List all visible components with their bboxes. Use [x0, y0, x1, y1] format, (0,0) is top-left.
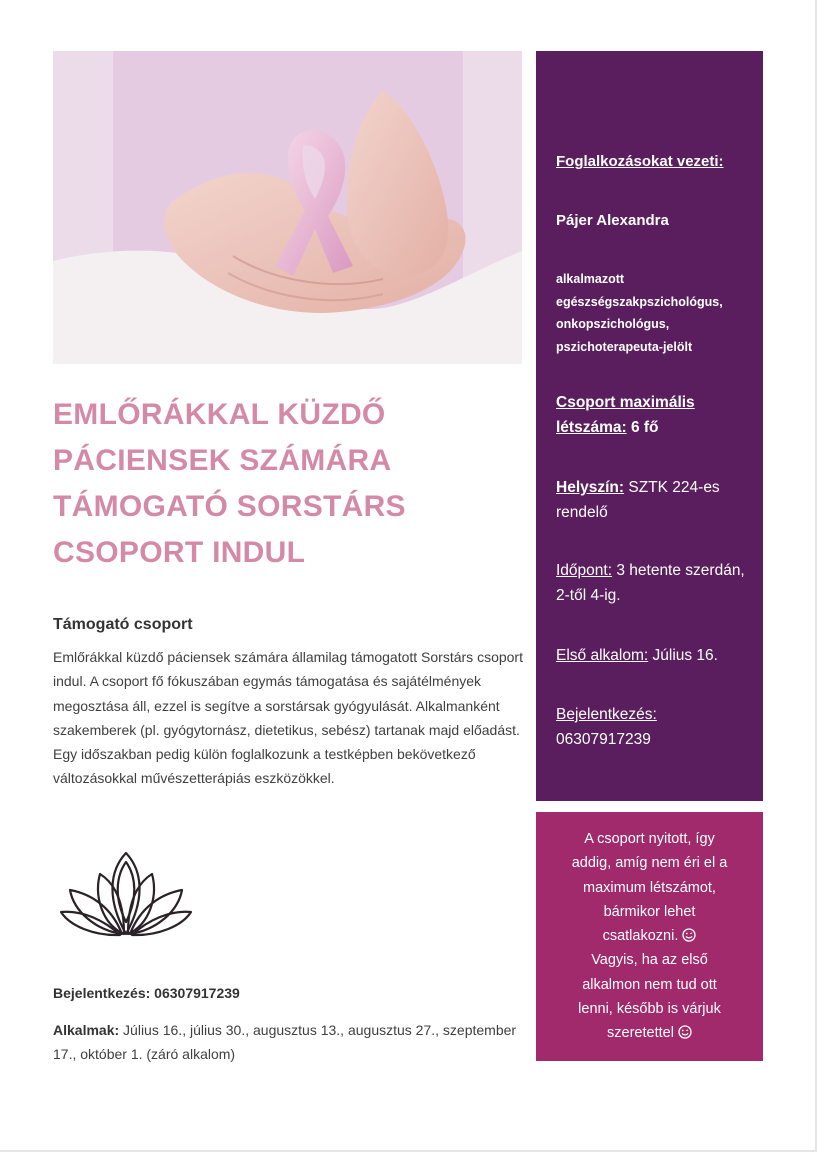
info-sidebar	[536, 51, 763, 801]
reg-label: Bejelentkezés:	[556, 706, 657, 723]
dates-block	[53, 1018, 523, 1066]
max-value: 6 fő	[630, 419, 659, 436]
note-line: lenni, később is várjuk	[578, 1001, 721, 1018]
lotus-icon	[58, 850, 194, 938]
contact-phone: 06307917239	[154, 985, 240, 1001]
note-line-with-emoji	[546, 924, 753, 948]
title-line: TÁMOGATÓ SORSTÁRS	[53, 490, 406, 523]
dates-value: Július 16., július 30., augusztus 13., augusztus 27., szeptember 17., október 1. (záró alkalom)	[53, 1022, 517, 1062]
role-line: alkalmazott	[556, 272, 625, 286]
dates-label: Alkalmak:	[53, 1022, 120, 1038]
smiley-icon	[678, 1025, 692, 1039]
note-line: Vagyis, ha az első	[591, 952, 708, 969]
location	[556, 475, 756, 525]
reg-value: 06307917239	[556, 731, 651, 748]
note-line: szeretettel	[607, 1025, 674, 1042]
section-heading: Támogató csoport	[53, 616, 193, 633]
role-line: pszichoterapeuta-jelölt	[556, 339, 693, 354]
leader-name: Pájer Alexandra	[556, 212, 669, 229]
leader-roles	[556, 268, 756, 358]
pink-ribbon-hands-icon	[53, 51, 522, 364]
section-body: Emlőrákkal küzdő páciensek számára államilag támogatott Sorstárs csoport indul. A csoport fő fókuszában egymás támogatása és sajátélmények megosztása áll, ezzel is segítve a sorstársak gyógyulását. Alkalmanként szakemberek (pl. gyógytornász, dietetikus, sebész) tartanak majd előadást. Egy időszakban pedig külön foglalkozunk a testképben bekövetkező változásokkal művészetterápiás eszközökkel.	[53, 649, 523, 787]
time-label: Időpont:	[556, 562, 613, 579]
max-label-1: Csoport maximális	[556, 394, 695, 411]
location-label: Helyszín:	[556, 479, 625, 496]
first-value: Július 16.	[652, 647, 718, 664]
note-line: A csoport nyitott, így	[584, 831, 715, 847]
smiley-icon	[682, 928, 696, 942]
page-title	[53, 392, 523, 576]
title-line: CSOPORT INDUL	[53, 536, 306, 569]
time	[556, 558, 756, 608]
first-label: Első alkalom:	[556, 647, 649, 664]
location-value: SZTK 224-es rendelő	[556, 479, 720, 521]
note-line: alkalmon nem tud ott	[582, 976, 717, 993]
role-line: onkopszichológus,	[556, 317, 670, 331]
first-session	[556, 643, 756, 668]
role-line: egészségszakpszichológus,	[556, 294, 723, 309]
contact-line	[53, 985, 240, 1001]
ribbon-photo	[53, 51, 522, 364]
registration	[556, 702, 756, 752]
note-line: csatlakozni.	[602, 928, 679, 945]
title-line: EMLŐRÁKKAL KÜZDŐ	[53, 398, 386, 431]
max-label-2: létszáma:	[556, 419, 627, 436]
note-line-with-emoji	[546, 1021, 753, 1045]
note-line: maximum létszámot,	[583, 879, 716, 896]
time-value: 3 hetente szerdán, 2-től 4-ig.	[556, 562, 745, 604]
note-line: bármikor lehet	[603, 903, 696, 920]
max-size	[556, 390, 756, 440]
contact-label: Bejelentkezés:	[53, 985, 151, 1001]
open-group-note	[536, 812, 763, 1061]
leader-heading: Foglalkozásokat vezeti:	[556, 153, 724, 170]
title-line: PÁCIENSEK SZÁMÁRA	[53, 444, 392, 477]
note-line: addig, amíg nem éri el a	[571, 855, 728, 872]
